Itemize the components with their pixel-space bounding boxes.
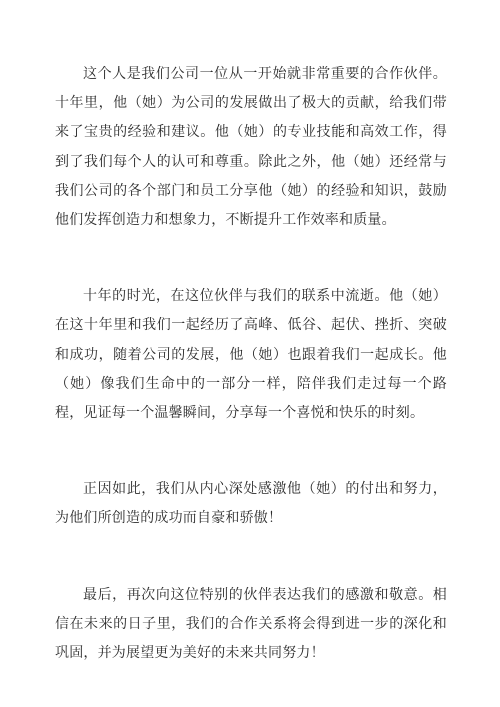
document-body [55, 50, 447, 668]
paragraph-3: 正因如此，我们从内心深处感激他（她）的付出和努力，为他们所创造的成功而自豪和骄傲！ [55, 481, 447, 527]
paragraph-2: 十年的时光，在这位伙伴与我们的联系中流逝。他（她）在这十年里和我们一起经历了高峰、低谷、起伏、挫折、突破和成功，随着公司的发展，他（她）也跟着我们一起成长。他（她）像我们生命中的一部分一样，陪伴我们走过每一个路程，见证每一个温馨瞬间，分享每一个喜悦和快乐的时刻。 [55, 288, 447, 422]
paragraph-1: 这个人是我们公司一位从一开始就非常重要的合作伙伴。十年里，他（她）为公司的发展做出了极大的贡献，给我们带来了宝贵的经验和建议。他（她）的专业技能和高效工作，得到了我们每个人的认可和尊重。除此之外，他（她）还经常与我们公司的各个部门和员工分享他（她）的经验和知识，鼓励他们发挥创造力和想象力，不断提升工作效率和质量。 [55, 66, 447, 229]
paragraph-4: 最后，再次向这位特别的伙伴表达我们的感激和敬意。相信在未来的日子里，我们的合作关系将会得到进一步的深化和巩固，并为展望更为美好的未来共同努力！ [55, 586, 447, 662]
